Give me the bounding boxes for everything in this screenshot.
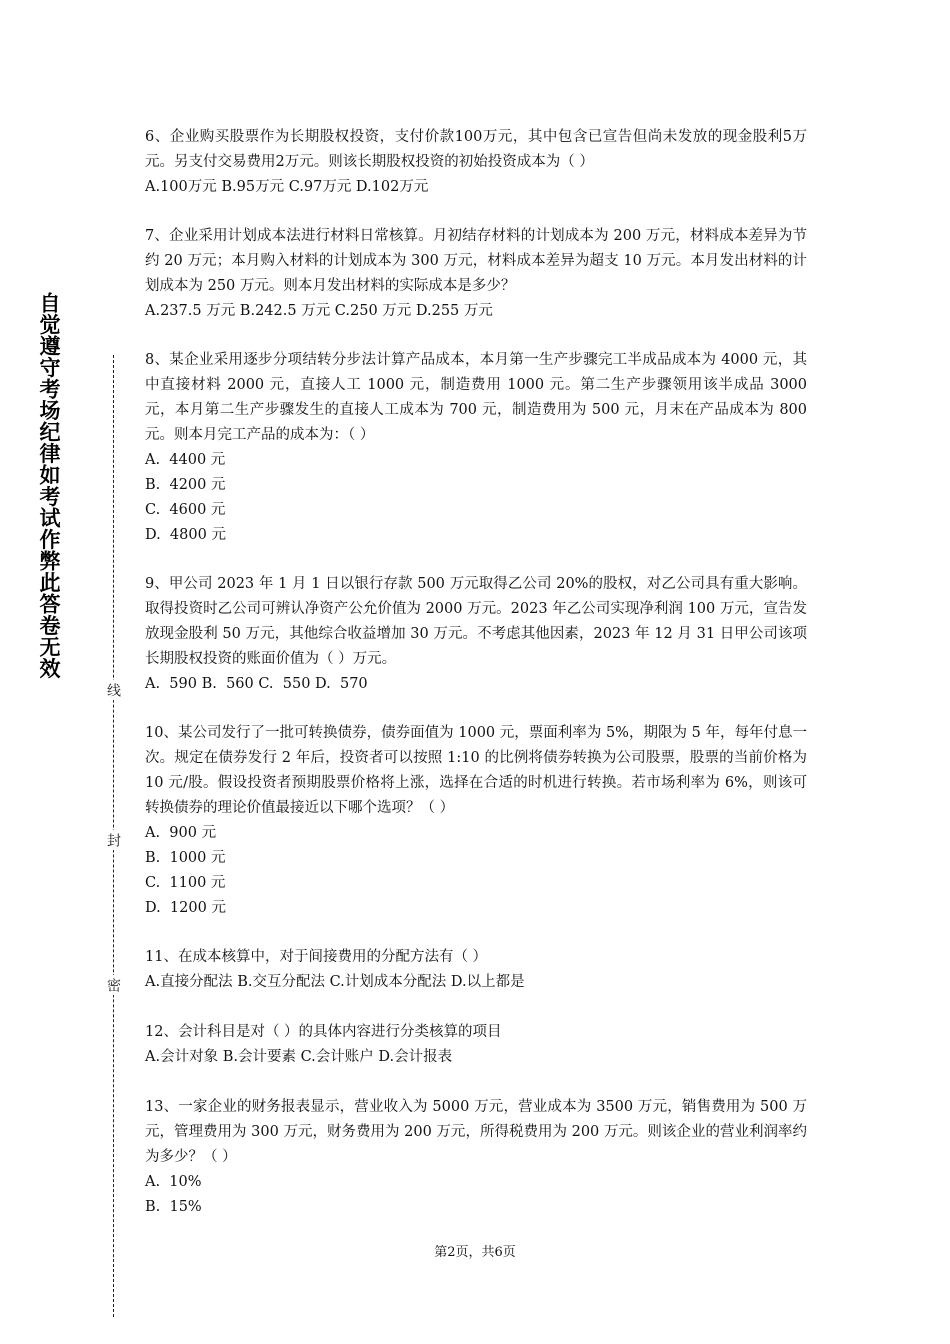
option-a: A. 10% [145,1174,202,1190]
option-b: B. 15% [145,1199,202,1215]
question-7 [145,224,807,324]
question-stem: 13、一家企业的财务报表显示，营业收入为 5000 万元，营业成本为 3500 万元，销售费用为 500 万元，管理费用为 300 万元，财务费用为 200 万元，所得税费用为 200 万元。则该企业的营业利润率约为多少？（ ） [145,1099,807,1165]
question-stem: 11、在成本核算中，对于间接费用的分配方法有（ ） [145,949,488,965]
question-13 [145,1095,807,1220]
option-c: C. 4600 元 [145,502,226,518]
binding-label-seal: 封 [105,830,123,850]
option-d: D. 4800 元 [145,527,226,543]
question-stem: 8、某企业采用逐步分项结转分步法计算产品成本，本月第一生产步骤完工半成品成本为 4000 元，其中直接材料 2000 元，直接人工 1000 元，制造费用 1000 元。第二生产步骤领用该半成品 3000 元，本月第二生产步骤发生的直接人工成本为 700 元，制造费用为 500 元，月末在产品成本为 800 元。则本月完工产品的成本为：（ ） [145,352,807,443]
binding-label-secret: 密 [105,975,123,995]
page-number: 第2页，共6页 [434,1245,516,1260]
option-b: B. 1000 元 [145,850,226,866]
option-b: B. 4200 元 [145,477,226,493]
question-options: A. 590 B. 560 C. 550 D. 570 [145,676,368,692]
binding-label-line: 线 [105,680,123,700]
question-stem: 10、某公司发行了一批可转换债券，债券面值为 1000 元，票面利率为 5%，期限为 5 年，每年付息一次。规定在债券发行 2 年后，投资者可以按照 1:10 的比例将债券转换为公司股票，股票的当前价格为 10 元/股。假设投资者预期股票价格将上涨，选择在合适的时机进行转换。若市场利率为 6%，则该可转换债券的理论价值最接近以下哪个选项？（ ） [145,725,807,816]
exam-discipline-notice: 自觉遵守考场纪律如考试作弊此答卷无效 [37,292,61,679]
option-a: A. 900 元 [145,825,217,841]
option-d: D. 1200 元 [145,900,226,916]
question-11 [145,945,807,995]
option-c: C. 1100 元 [145,875,226,891]
question-6 [145,125,807,200]
question-stem: 12、会计科目是对（ ）的具体内容进行分类核算的项目 [145,1024,502,1040]
question-10 [145,721,807,921]
question-options: A.会计对象 B.会计要素 C.会计账户 D.会计报表 [145,1049,453,1065]
question-9 [145,572,807,697]
question-stem: 9、甲公司 2023 年 1 月 1 日以银行存款 500 万元取得乙公司 20%的股权，对乙公司具有重大影响。取得投资时乙公司可辨认净资产公允价值为 2000 万元。2023 年乙公司实现净利润 100 万元，宣告发放现金股利 50 万元，其他综合收益增加 30 万元。不考虑其他因素，2023 年 12 月 31 日甲公司该项长期股权投资的账面价值为（ ）万元。 [145,576,807,667]
question-options: A.237.5 万元 B.242.5 万元 C.250 万元 D.255 万元 [145,303,493,319]
option-a: A. 4400 元 [145,452,226,468]
question-stem: 6、企业购买股票作为长期股权投资，支付价款100万元，其中包含已宣告但尚未发放的现金股利5万元。另支付交易费用2万元。则该长期股权投资的初始投资成本为（ ） [145,129,807,170]
question-stem: 7、企业采用计划成本法进行材料日常核算。月初结存材料的计划成本为 200 万元，材料成本差异为节约 20 万元；本月购入材料的计划成本为 300 万元，材料成本差异为超支 10 万元。本月发出材料的计划成本为 250 万元。则本月发出材料的实际成本是多少？ [145,228,807,294]
question-12 [145,1020,807,1070]
question-options: A.直接分配法 B.交互分配法 C.计划成本分配法 D.以上都是 [145,974,525,990]
question-8 [145,348,807,548]
question-options: A.100万元 B.95万元 C.97万元 D.102万元 [145,179,429,195]
